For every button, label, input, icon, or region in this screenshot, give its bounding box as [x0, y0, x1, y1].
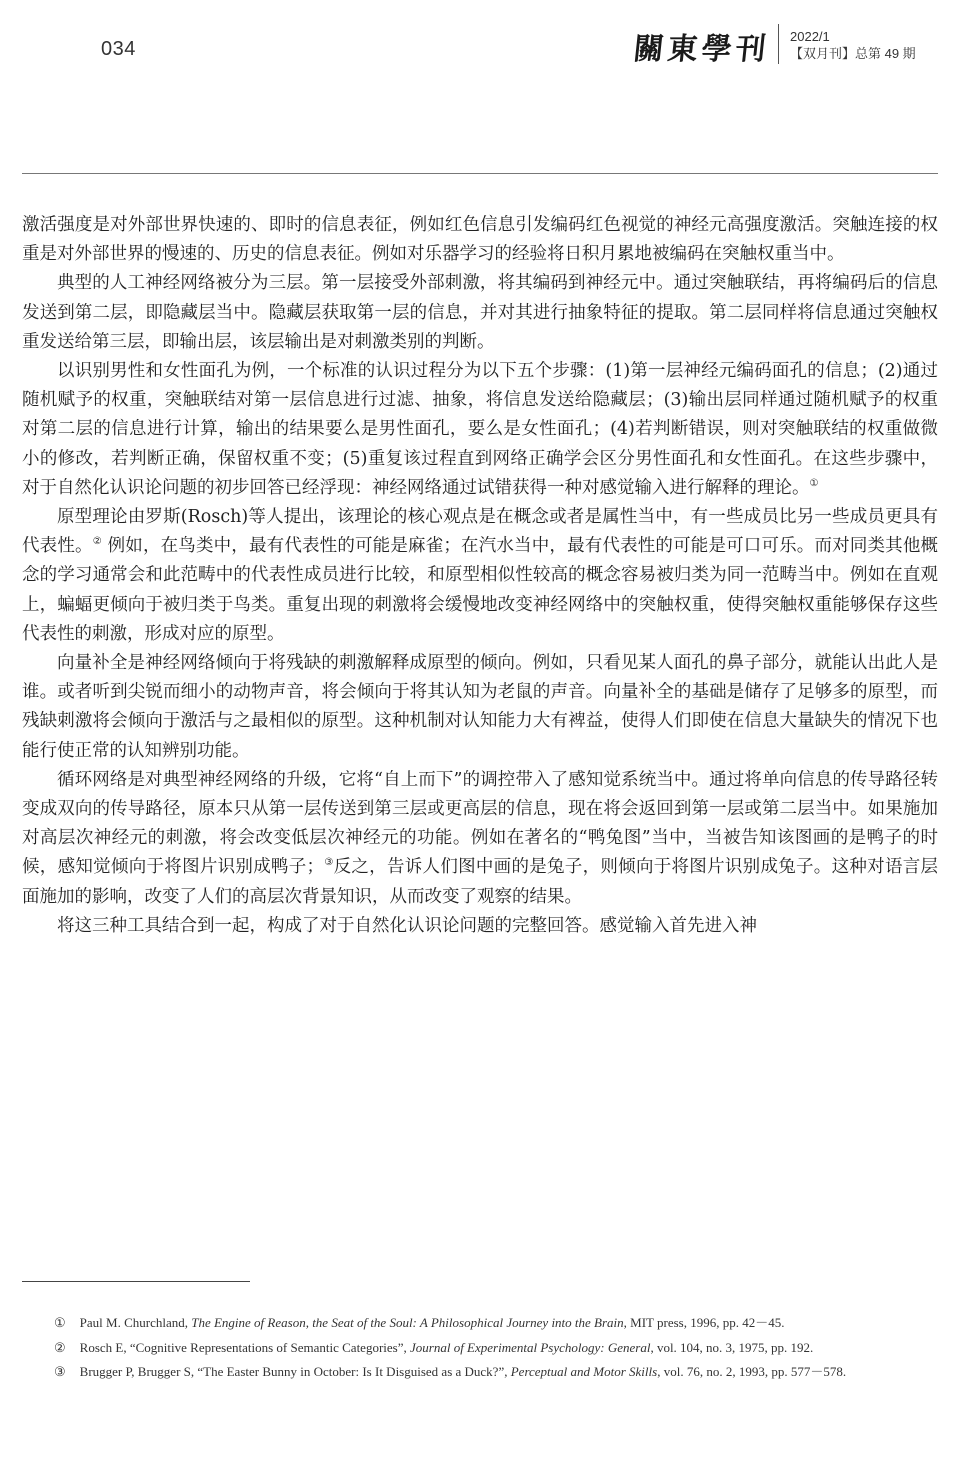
page-number: 034 [101, 38, 136, 60]
paragraph-5: 向量补全是神经网络倾向于将残缺的刺激解释成原型的倾向。例如，只看见某人面孔的鼻子部分，就能认出此人是谁。或者听到尖锐而细小的动物声音，将会倾向于将其认知为老鼠的声音。向量补全的基础是储存了足够多的原型，而残缺刺激将会倾向于激活与之最相似的原型。这种机制对认知能力大有裨益，使得人们即使在信息大量缺失的情况下也能行使正常的认知辨别功能。 [22, 653, 938, 761]
footnote-title: Perceptual and Motor Skills [510, 1364, 658, 1379]
footnote-source: , vol. 76, no. 2, 1993, pp. 577－578. [657, 1364, 847, 1379]
paragraph-6-text-b: 反之，告诉人们图中画的是兔子，则倾向于将图片识别成兔子。这种对语言层面施加的影响，改变了人们的高层次背景知识，从而改变了观察的结果。 [22, 857, 939, 907]
paragraph-4 [22, 503, 938, 649]
footnote-author: Brugger P, Brugger S, “The Easter Bunny in October: Is It Disguised as a Duck?”, [79, 1364, 511, 1379]
footnote-rule [22, 1281, 250, 1282]
footnotes [22, 1311, 938, 1385]
header-rule [22, 173, 938, 174]
paragraph-3-text: 以识别男性和女性面孔为例，一个标准的认识过程分为以下五个步骤：(1)第一层神经元编码面孔的信息；(2)通过随机赋予的权重，突触联结对第一层信息进行过滤、抽象，将信息发送给隐藏层；(3)输出层同样通过随机赋予的权重对第二层的信息进行计算，输出的结果要么是男性面孔，要么是女性面孔；(4)若判断错误，则对突触联结的权重做微小的修改，若判断正确，保留权重不变；(5)重复该过程直到网络正确学会区分男性面孔和女性面孔。在这些步骤中，对于自然化认识论问题的初步回答已经浮现：神经网络通过试错获得一种对感觉输入进行解释的理论。 [22, 361, 938, 498]
journal-logo: 關東學刊 [631, 32, 772, 67]
paragraph-7: 将这三种工具结合到一起，构成了对于自然化认识论问题的完整回答。感觉输入首先进入神 [57, 915, 757, 936]
footnote-author: Rosch E, “Cognitive Representations of Semantic Categories”, [79, 1339, 410, 1355]
footnote-source: , vol. 104, no. 3, 1975, pp. 192. [650, 1339, 814, 1355]
article-body [22, 211, 938, 941]
footnote-3 [22, 1360, 938, 1385]
footnote-ref-2[interactable]: ② [92, 536, 102, 548]
paragraph-6-text-a: 循环网络是对典型神经网络的升级，它将“自上而下”的调控带入了感知觉系统当中。通过将单向信息的传导路径转变成双向的传导路径，原本只从第一层传送到第三层或更高层的信息，现在将会返回到第一层或第二层当中。如果施加对高层次神经元的刺激，将会改变低层次神经元的功能。例如在著名的“鸭兔图”当中，当被告知该图画的是鸭子的时候，感知觉倾向于将图片识别成鸭子； [22, 769, 938, 878]
issue-detail: 【双月刊】总第 49 期 [790, 46, 916, 61]
footnote-ref-3[interactable]: ③ [324, 857, 334, 869]
footnote-number: ① [54, 1315, 66, 1330]
paragraph-4-text-a: 原型理论由罗斯(Rosch)等人提出，该理论的核心观点是在概念或者是属性当中，有一些成员比另一些成员更具有代表性。 [22, 507, 938, 557]
paragraph-2: 典型的人工神经网络被分为三层。第一层接受外部刺激，将其编码到神经元中。通过突触联结，再将编码后的信息发送到第二层，即隐藏层当中。隐藏层获取第一层的信息，并对其进行抽象特征的提取。第二层同样将信息通过突触权重发送给第三层，即输出层，该层输出是对刺激类别的判断。 [22, 273, 938, 352]
footnote-title: Journal of Experimental Psychology: General [410, 1339, 651, 1355]
footnote-title: The Engine of Reason, the Seat of the Soul: A Philosophical Journey into the Brain [191, 1315, 624, 1330]
paragraph-6 [22, 766, 938, 912]
header-divider [778, 24, 779, 64]
footnote-ref-1[interactable]: ① [809, 478, 819, 489]
footnote-author: Paul M. Churchland, [79, 1315, 192, 1330]
paragraph-3 [22, 357, 938, 503]
footnote-source: , MIT press, 1996, pp. 42－45. [623, 1315, 785, 1330]
footnote-number: ② [54, 1339, 66, 1355]
paragraph-1: 激活强度是对外部世界快速的、即时的信息表征，例如红色信息引发编码红色视觉的神经元高强度激活。突触连接的权重是对外部世界的慢速的、历史的信息表征。例如对乐器学习的经验将日积月累地被编码在突触权重当中。 [22, 215, 938, 265]
paragraph-4-text-b: 例如，在鸟类中，最有代表性的可能是麻雀；在汽水当中，最有代表性的可能是可口可乐。而对同类其他概念的学习通常会和此范畴中的代表性成员进行比较，和原型相似性较高的概念容易被归类为同一范畴当中。例如在直观上，蝙蝠更倾向于被归类于鸟类。重复出现的刺激将会缓慢地改变神经网络中的突触权重，使得突触权重能够保存这些代表性的刺激，形成对应的原型。 [22, 536, 939, 644]
footnote-2 [22, 1336, 938, 1361]
year-issue: 2022/1 [790, 29, 830, 44]
issue-info [790, 28, 916, 62]
footnote-number: ③ [54, 1364, 66, 1379]
footnote-1 [22, 1311, 938, 1336]
